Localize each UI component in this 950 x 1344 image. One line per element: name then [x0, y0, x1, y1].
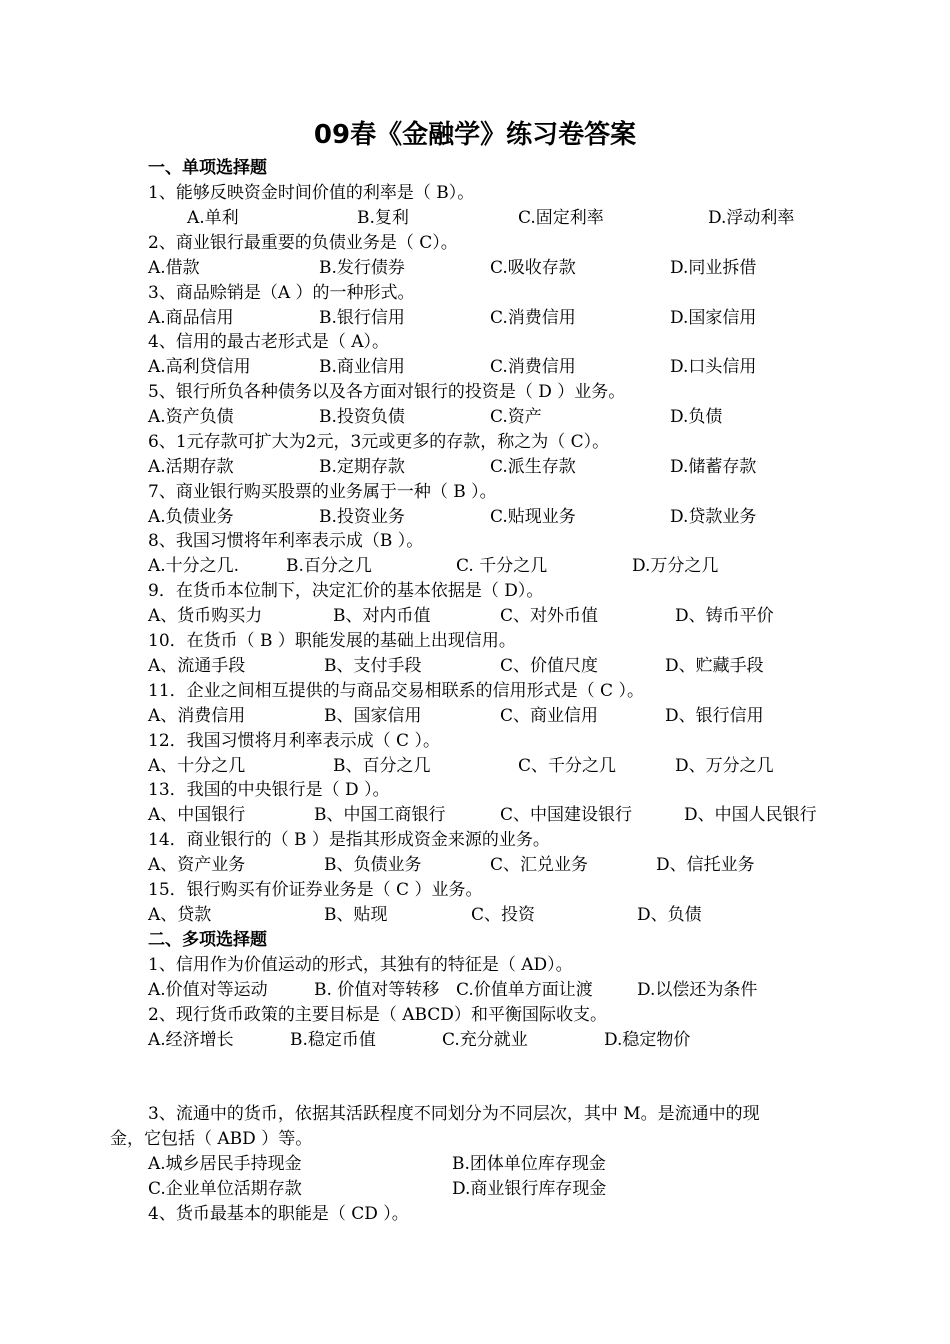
question-1: 1、能够反映资金时间价值的利率是（ B）。	[148, 183, 475, 203]
option: A、贷款	[148, 905, 212, 925]
option: A.价值对等运动	[148, 980, 268, 1000]
option: B.复利	[357, 208, 409, 228]
option: B、支付手段	[324, 656, 422, 676]
option: D.负债	[670, 407, 723, 427]
option: B.银行信用	[319, 308, 405, 328]
option: A、十分之几	[148, 756, 246, 776]
question-7: 7、商业银行购买股票的业务属于一种（ B ）。	[148, 482, 497, 502]
question-10: 10．在货币（ B ）职能发展的基础上出现信用。	[148, 631, 516, 651]
option: D.同业拆借	[670, 258, 757, 278]
section-heading-single-choice: 一、单项选择题	[148, 158, 267, 178]
option: C、中国建设银行	[500, 805, 633, 825]
option: C.充分就业	[442, 1030, 528, 1050]
option: A.单利	[187, 208, 239, 228]
option: C、投资	[471, 905, 536, 925]
option: D、银行信用	[665, 706, 764, 726]
multi-question-3-line2: 金，它包括（ ABD ）等。	[110, 1129, 313, 1149]
option: A.借款	[148, 258, 200, 278]
question-4: 4、信用的最古老形式是（ A）。	[148, 332, 389, 352]
option: B.投资业务	[319, 507, 405, 527]
option: A、流通手段	[148, 656, 246, 676]
option: D.商业银行库存现金	[452, 1179, 607, 1199]
question-3: 3、商品赊销是（A ）的一种形式。	[148, 283, 415, 303]
option: C.企业单位活期存款	[148, 1179, 302, 1199]
option: B. 价值对等转移	[314, 980, 440, 1000]
option: A.负债业务	[148, 507, 234, 527]
option: A.资产负债	[148, 407, 234, 427]
question-12: 12．我国习惯将月利率表示成（ C ）。	[148, 731, 440, 751]
option: D.万分之几	[632, 556, 719, 576]
option: C.固定利率	[518, 208, 604, 228]
option: C、汇兑业务	[490, 855, 589, 875]
multi-question-1: 1、信用作为价值运动的形式，其独有的特征是（ AD）。	[148, 955, 573, 975]
option: D.以偿还为条件	[637, 980, 758, 1000]
section-heading-multiple-choice: 二、多项选择题	[148, 930, 267, 950]
option: A、消费信用	[148, 706, 246, 726]
option: D.储蓄存款	[670, 457, 757, 477]
question-13: 13．我国的中央银行是（ D ）。	[148, 780, 390, 800]
option: D.国家信用	[670, 308, 757, 328]
option: C、商业信用	[500, 706, 599, 726]
option: D、铸币平价	[675, 606, 774, 626]
option: C、价值尺度	[500, 656, 599, 676]
option: B.发行债券	[319, 258, 405, 278]
question-2: 2、商业银行最重要的负债业务是（ C）。	[148, 233, 458, 253]
page-title: 09春《金融学》练习卷答案	[313, 120, 637, 150]
option: C.消费信用	[490, 357, 576, 377]
question-8: 8、我国习惯将年利率表示成（B ）。	[148, 531, 424, 551]
option: A.经济增长	[148, 1030, 234, 1050]
option: C、千分之几	[518, 756, 617, 776]
option: C、对外币值	[500, 606, 599, 626]
option: D、负债	[637, 905, 702, 925]
option: C.派生存款	[490, 457, 576, 477]
option: B、百分之几	[333, 756, 431, 776]
option: A.活期存款	[148, 457, 234, 477]
option: B.定期存款	[319, 457, 405, 477]
option: D、信托业务	[656, 855, 755, 875]
option: C.价值单方面让渡	[456, 980, 593, 1000]
option: C.消费信用	[490, 308, 576, 328]
multi-question-4: 4、货币最基本的职能是（ CD ）。	[148, 1204, 409, 1224]
option: B、贴现	[324, 905, 388, 925]
question-15: 15．银行购买有价证券业务是（ C ）业务。	[148, 880, 483, 900]
option: D、中国人民银行	[684, 805, 817, 825]
option: C. 千分之几	[456, 556, 548, 576]
option: C.吸收存款	[490, 258, 576, 278]
option: D.口头信用	[670, 357, 757, 377]
option: D.贷款业务	[670, 507, 757, 527]
option: B.投资负债	[319, 407, 405, 427]
option: C.贴现业务	[490, 507, 576, 527]
multi-question-2: 2、现行货币政策的主要目标是（ ABCD）和平衡国际收支。	[148, 1005, 607, 1025]
option: B.商业信用	[319, 357, 405, 377]
question-11: 11．企业之间相互提供的与商品交易相联系的信用形式是（ C ）。	[148, 681, 644, 701]
option: B、对内币值	[333, 606, 431, 626]
option: A、中国银行	[148, 805, 246, 825]
option: A、货币购买力	[148, 606, 263, 626]
option: A、资产业务	[148, 855, 246, 875]
option: B、负债业务	[324, 855, 422, 875]
option: A.高利贷信用	[148, 357, 251, 377]
option: D、贮藏手段	[665, 656, 764, 676]
question-9: 9．在货币本位制下，决定汇价的基本依据是（ D）。	[148, 581, 544, 601]
option: B.团体单位库存现金	[452, 1154, 606, 1174]
option: B、国家信用	[324, 706, 422, 726]
option: A.商品信用	[148, 308, 234, 328]
question-6: 6、1元存款可扩大为2元，3元或更多的存款，称之为（ C）。	[148, 432, 610, 452]
multi-question-3-line1: 3、流通中的货币，依据其活跃程度不同划分为不同层次，其中 M。是流通中的现	[148, 1104, 760, 1124]
question-14: 14．商业银行的（ B ）是指其形成资金来源的业务。	[148, 830, 550, 850]
option: D.浮动利率	[708, 208, 795, 228]
option: B.百分之几	[286, 556, 372, 576]
option: C.资产	[490, 407, 542, 427]
option: B.稳定币值	[290, 1030, 376, 1050]
option: A.城乡居民手持现金	[148, 1154, 302, 1174]
option: D.稳定物价	[604, 1030, 691, 1050]
option: D、万分之几	[675, 756, 774, 776]
option: B、中国工商银行	[314, 805, 446, 825]
question-5: 5、银行所负各种债务以及各方面对银行的投资是（ D ）业务。	[148, 382, 626, 402]
option: A.十分之几.	[148, 556, 240, 576]
